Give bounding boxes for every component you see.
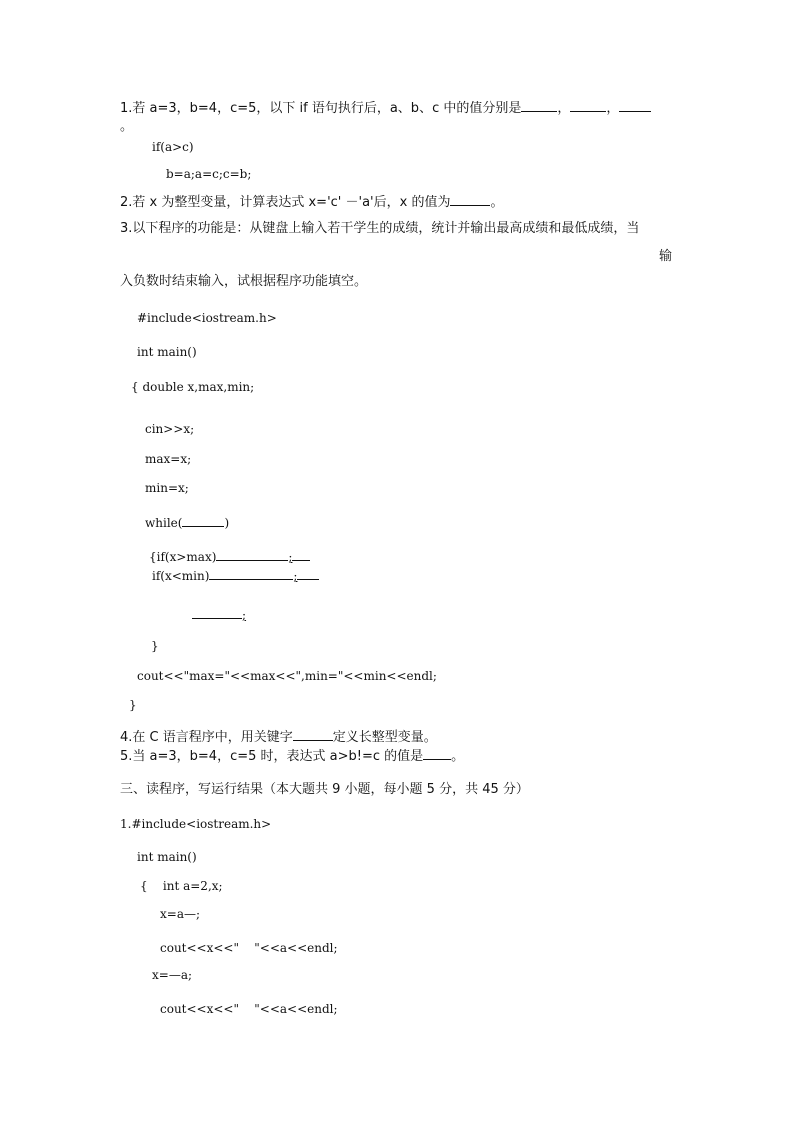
q3-code-cout: cout<<"max="<<max<<",min="<<min<<endl;: [137, 669, 437, 683]
q2-blank[interactable]: [450, 191, 490, 206]
q1-text: 1.若 a=3，b=4，c=5，以下 if 语句执行后，a、b、c 中的值分别是: [120, 101, 522, 116]
q4-end: 定义长整型变量。: [332, 730, 437, 745]
q3-line3-blank[interactable]: [192, 604, 242, 619]
q5-end: 。: [451, 749, 465, 764]
q1-code-assign: b=a;a=c;c=b;: [166, 167, 252, 181]
q3-code-close-inner: }: [151, 639, 159, 653]
q3-if2-tail-line: [297, 565, 319, 580]
q1-blank-c[interactable]: [619, 97, 651, 112]
p1-code-x1: x=a—;: [160, 907, 201, 921]
q1-period: 。: [120, 119, 134, 134]
q1-blank-b[interactable]: [570, 97, 606, 112]
q3-code-while: [145, 512, 229, 532]
q4-line: [120, 726, 437, 747]
q1-sep1: ，: [557, 101, 571, 116]
q3-line1-tail: 输: [659, 249, 673, 264]
q1-line: [120, 97, 651, 118]
q2-line: [120, 191, 503, 212]
q1-blank-a[interactable]: [521, 97, 557, 112]
q3-if2-semi: ;: [293, 569, 298, 583]
q3-if1-semi: ;: [288, 550, 293, 564]
q3-code-main: int main(): [137, 345, 197, 359]
p1-code-include: 1.#include<iostream.h>: [120, 817, 272, 831]
p1-code-cout1: cout<<x<<" "<<a<<endl;: [160, 941, 338, 955]
q3-line3-semi: ;: [242, 608, 247, 622]
q2-end: 。: [490, 195, 504, 210]
q3-line2: 入负数时结束输入，试根据程序功能填空。: [120, 274, 368, 289]
p1-code-decl: { int a=2,x;: [140, 879, 223, 893]
q3-while-open: while(: [145, 516, 183, 530]
p1-code-x2: x=—a;: [152, 968, 193, 982]
q3-while-blank[interactable]: [182, 512, 224, 527]
q4-text: 4.在 C 语言程序中，用关键字: [120, 730, 293, 745]
q3-code-max: max=x;: [145, 452, 192, 466]
q3-code-cin: cin>>x;: [145, 422, 195, 436]
q3-while-close: ): [224, 516, 230, 530]
p1-code-main: int main(): [137, 850, 197, 864]
q1-sep2: ，: [606, 101, 620, 116]
q3-if2-blank[interactable]: [209, 565, 293, 580]
q4-blank[interactable]: [293, 726, 333, 741]
q3-code-line3: [192, 604, 246, 624]
q3-if2-text: if(x<min): [152, 569, 210, 583]
q2-text: 2.若 x 为整型变量，计算表达式 x='c' －'a'后，x 的值为: [120, 195, 451, 210]
q5-line: [120, 745, 464, 766]
q1-code-if: if(a>c): [152, 140, 194, 154]
q3-if1-tail-line: [292, 546, 310, 561]
q5-text: 5.当 a=3，b=4，c=5 时，表达式 a>b!=c 的值是: [120, 749, 424, 764]
p1-code-cout2: cout<<x<<" "<<a<<endl;: [160, 1002, 338, 1016]
section3-heading: 三、读程序，写运行结果（本大题共 9 小题，每小题 5 分，共 45 分）: [120, 782, 529, 797]
q3-code-decl: { double x,max,min;: [131, 380, 255, 394]
q3-code-close-outer: }: [129, 698, 137, 712]
q3-if1-text: {if(x>max): [149, 550, 217, 564]
q5-blank[interactable]: [423, 745, 451, 760]
q3-code-if1: [149, 546, 310, 566]
q3-code-include: #include<iostream.h>: [137, 311, 277, 325]
q3-code-min: min=x;: [145, 481, 189, 495]
q3-code-if2: [152, 565, 319, 585]
q3-line1: 3.以下程序的功能是：从键盘上输入若干学生的成绩，统计并输出最高成绩和最低成绩，当: [120, 221, 640, 236]
q3-if1-blank[interactable]: [216, 546, 288, 561]
